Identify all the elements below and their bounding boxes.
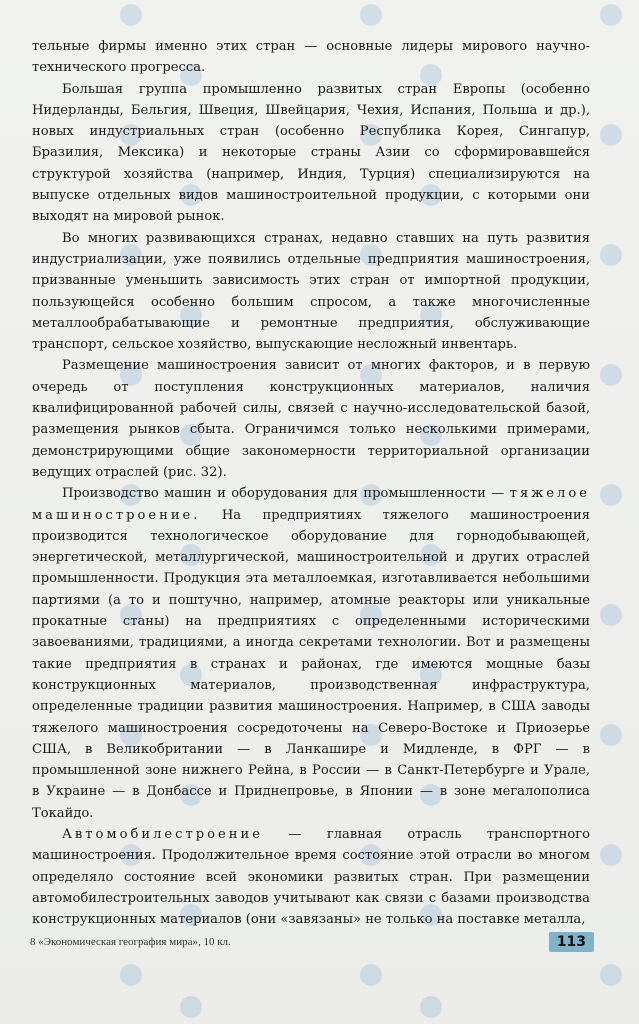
- page-footer: [30, 932, 590, 956]
- watermark-logo-icon: [120, 964, 142, 986]
- paragraph-5: Производство машин и оборудования для промышленности — тяжелое машиностроение. На предприятиях тяжелого машиностроения производится технологическое оборудование для горнодобывающей, энергетической, металлургической, машиностроительной и других отраслей промышленности. Продукция эта металлоемкая, изготавливается небольшими партиями (а то и поштучно, например, атомные реакторы или уникальные прокатные станы) на предприятиях с определенными историческими завоеваниями, традициями, а иногда секретами технологии. Вот и размещены такие предприятия в странах и районах, где имеются мощные базы конструкционных материалов, производственная инфраструктура, определенные традиции развития машиностроения. Например, в США заводы тяжелого машиностроения сосредоточены на Северо-Востоке и Приозерье США, в Великобритании — в Ланкашире и Мидленде, в ФРГ — в промышленной зоне нижнего Рейна, в России — в Санкт-Петербурге и Урале, в Украине — в Донбассе и Приднепровье, в Японии — в зоне мегалополиса Токайдо.: [32, 486, 590, 821]
- watermark-logo-icon: [600, 124, 622, 146]
- footnote: 8 «Экономическая география мира», 10 кл.: [30, 936, 231, 948]
- watermark-logo-icon: [600, 244, 622, 266]
- body-text: [32, 36, 590, 930]
- watermark-logo-icon: [600, 484, 622, 506]
- term-automotive: Автомобилестроение: [62, 826, 263, 842]
- watermark-logo-icon: [600, 964, 622, 986]
- watermark-logo-icon: [360, 4, 382, 26]
- watermark-logo-icon: [600, 364, 622, 386]
- paragraph-1: тельные фирмы именно этих стран — основные лидеры мирового научно-технического прогресса.: [32, 39, 590, 76]
- paragraph-2: Большая группа промышленно развитых стран Европы (особенно Нидерланды, Бельгия, Швеция, Швейцария, Чехия, Испания, Польша и др.), новых индустриальных стран (особенно Республика Корея, Сингапур, Бразилия, Мексика) и некоторые страны Азии со сформировавшейся структурой хозяйства (например, Индия, Турция) специализируются на выпуске отдельных видов машиностроительной продукции, с которыми они выходят на мировой рынок.: [32, 81, 590, 225]
- paragraph-3: Во многих развивающихся странах, недавно ставших на путь развития индустриализации, уже появились отдельные предприятия машиностроения, призванные уменьшить зависимость этих стран от импортной продукции, пользующейся особенно большим спросом, а также многочисленные металлообрабатывающие и ремонтные предприятия, обслуживающие транспорт, сельское хозяйство, выпускающие несложный инвентарь.: [32, 230, 590, 353]
- watermark-logo-icon: [180, 996, 202, 1018]
- watermark-logo-icon: [360, 964, 382, 986]
- watermark-logo-icon: [420, 996, 442, 1018]
- watermark-logo-icon: [600, 844, 622, 866]
- paragraph-6: Автомобилестроение — главная отрасль транспортного машиностроения. Продолжительное время состояние этой отрасли во многом определяло состояние всей экономики развитых стран. При размещении автомобилестроительных заводов учитывают как связи с базами производства конструкционных материалов (они «завязаны» не только на поставке металла,: [32, 826, 590, 928]
- page-number: 113: [549, 932, 594, 952]
- term-heavy-machinery: тяжелое машиностроение.: [32, 486, 590, 523]
- paragraph-4: Размещение машиностроения зависит от многих факторов, и в первую очередь от поступления конструкционных материалов, наличия квалифицированной рабочей силы, связей с научно-исследовательской базой, размещения рынков сбыта. Ограничимся только несколькими примерами, демонстрирующими общие закономерности территориальной организации ведущих отраслей (рис. 32).: [32, 358, 590, 480]
- watermark-logo-icon: [600, 4, 622, 26]
- watermark-logo-icon: [600, 724, 622, 746]
- watermark-logo-icon: [120, 4, 142, 26]
- watermark-logo-icon: [600, 604, 622, 626]
